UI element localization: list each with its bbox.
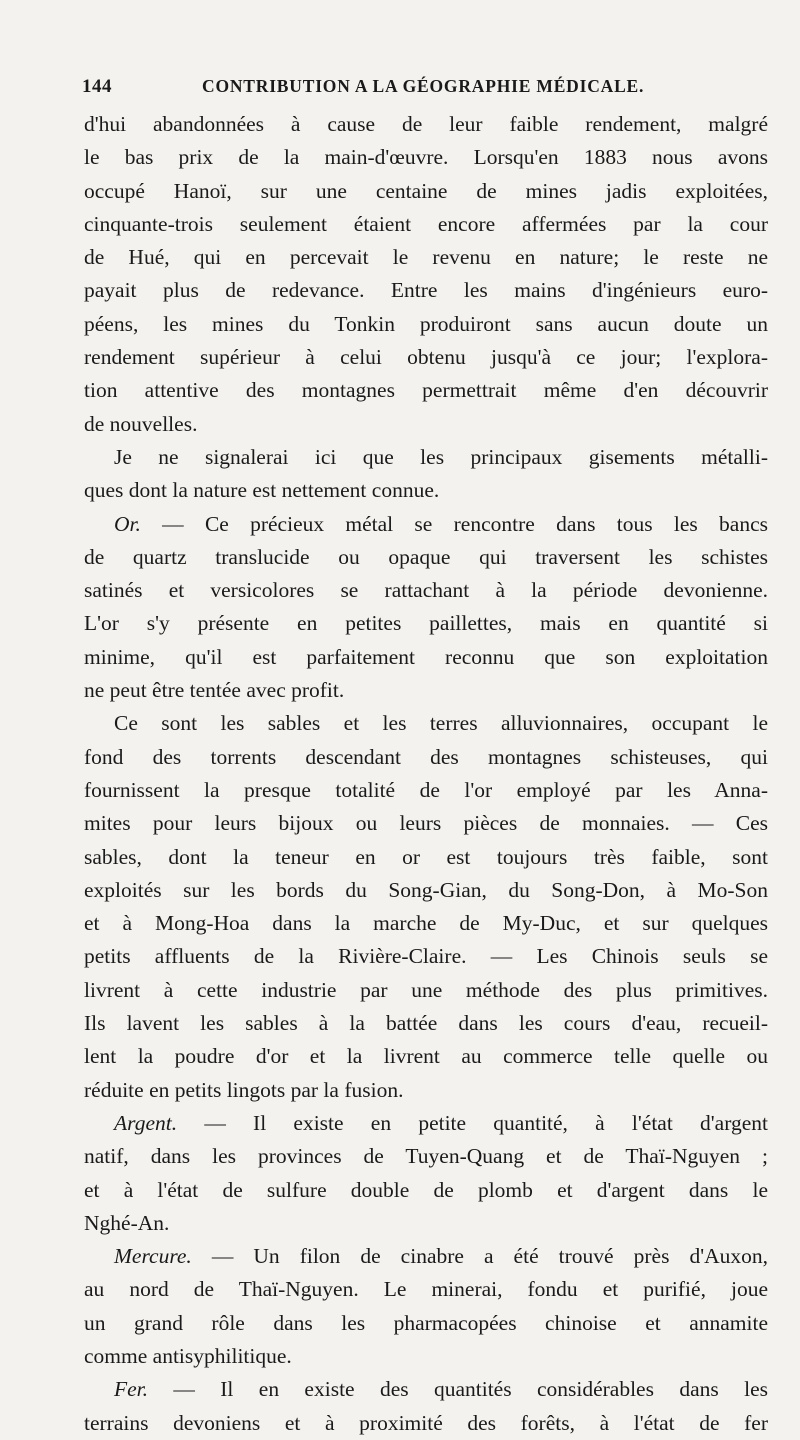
text-line bbox=[84, 1174, 768, 1207]
text-line bbox=[84, 1074, 768, 1107]
line-text: terrains devoniens et à proximité des forêts, à l'état de fer bbox=[84, 1410, 768, 1435]
line-text: comme antisyphilitique. bbox=[84, 1343, 292, 1368]
text-line bbox=[84, 1040, 768, 1073]
text-line bbox=[84, 841, 768, 874]
line-text: de Hué, qui en percevait le revenu en nature; le reste ne bbox=[84, 245, 768, 270]
text-line bbox=[84, 974, 768, 1007]
text-line bbox=[84, 541, 768, 574]
line-text: — Un filon de cinabre a été trouvé près d'Auxon, bbox=[191, 1244, 768, 1269]
line-text: de quartz translucide ou opaque qui traversent les schistes bbox=[84, 544, 768, 569]
text-line bbox=[84, 408, 768, 441]
line-text: L'or s'y présente en petites paillettes, mais en quantité si bbox=[84, 611, 768, 636]
text-line bbox=[84, 1140, 768, 1173]
line-text: fournissent la presque totalité de l'or employé par les Anna- bbox=[84, 777, 768, 802]
text-line bbox=[84, 774, 768, 807]
line-text: natif, dans les provinces de Tuyen-Quang et de Thaï-Nguyen ; bbox=[84, 1144, 768, 1169]
text-line bbox=[84, 374, 768, 407]
text-line bbox=[84, 241, 768, 274]
text-line bbox=[84, 175, 768, 208]
line-text: et à Mong-Hoa dans la marche de My-Duc, et sur quelques bbox=[84, 911, 768, 936]
text-line bbox=[84, 1407, 768, 1440]
text-line bbox=[84, 874, 768, 907]
line-text: le bas prix de la main-d'œuvre. Lorsqu'en 1883 nous avons bbox=[84, 145, 768, 170]
text-line bbox=[84, 1373, 768, 1406]
text-line bbox=[84, 807, 768, 840]
text-line bbox=[84, 308, 768, 341]
line-text: de nouvelles. bbox=[84, 411, 198, 436]
text-line bbox=[84, 1307, 768, 1340]
text-line bbox=[84, 1207, 768, 1240]
line-text: Nghé-An. bbox=[84, 1210, 170, 1235]
line-text: ne peut être tentée avec profit. bbox=[84, 678, 345, 703]
page-header bbox=[82, 76, 760, 102]
line-text: fond des torrents descendant des montagnes schisteuses, qui bbox=[84, 744, 768, 769]
text-line bbox=[84, 607, 768, 640]
line-text: Ils lavent les sables à la battée dans les cours d'eau, recueil- bbox=[84, 1011, 768, 1036]
text-line bbox=[84, 508, 768, 541]
line-text: d'hui abandonnées à cause de leur faible rendement, malgré bbox=[84, 112, 768, 136]
line-text: un grand rôle dans les pharmacopées chinoise et annamite bbox=[84, 1310, 768, 1335]
section-heading: Argent. bbox=[114, 1110, 178, 1135]
line-text: péens, les mines du Tonkin produiront sans aucun doute un bbox=[84, 311, 768, 336]
line-text: au nord de Thaï-Nguyen. Le minerai, fondu et purifié, joue bbox=[84, 1277, 768, 1302]
section-heading: Mercure. bbox=[114, 1244, 192, 1269]
text-line bbox=[84, 341, 768, 374]
text-line bbox=[84, 1273, 768, 1306]
line-text: rendement supérieur à celui obtenu jusqu'à ce jour; l'explora- bbox=[84, 345, 768, 370]
text-line bbox=[84, 441, 768, 474]
line-text: sables, dont la teneur en or est toujours très faible, sont bbox=[84, 844, 768, 869]
section-heading: Fer. bbox=[114, 1377, 149, 1402]
line-text: cinquante-trois seulement étaient encore affermées par la cour bbox=[84, 211, 768, 236]
text-line bbox=[84, 574, 768, 607]
line-text: tion attentive des montagnes permettrait même d'en découvrir bbox=[84, 378, 768, 403]
text-line bbox=[84, 1340, 768, 1373]
text-line bbox=[84, 474, 768, 507]
body-text bbox=[84, 108, 768, 1440]
line-text: Je ne signalerai ici que les principaux gisements métalli- bbox=[114, 444, 768, 469]
text-line bbox=[84, 907, 768, 940]
line-text: satinés et versicolores se rattachant à la période devonienne. bbox=[84, 578, 768, 603]
text-line bbox=[84, 1240, 768, 1273]
text-line bbox=[84, 208, 768, 241]
line-text: — Il existe en petite quantité, à l'état d'argent bbox=[177, 1110, 768, 1135]
text-line bbox=[84, 1107, 768, 1140]
line-text: et à l'état de sulfure double de plomb et d'argent dans le bbox=[84, 1177, 768, 1202]
line-text: — Il en existe des quantités considérables dans les bbox=[148, 1377, 768, 1402]
text-line bbox=[84, 641, 768, 674]
line-text: petits affluents de la Rivière-Claire. — Les Chinois seuls se bbox=[84, 944, 768, 969]
line-text: réduite en petits lingots par la fusion. bbox=[84, 1077, 404, 1102]
text-line bbox=[84, 940, 768, 973]
line-text: exploités sur les bords du Song-Gian, du Song-Don, à Mo-Son bbox=[84, 877, 768, 902]
text-line bbox=[84, 108, 768, 141]
page-number: 144 bbox=[82, 76, 112, 97]
running-title: CONTRIBUTION A LA GÉOGRAPHIE MÉDICALE. bbox=[202, 76, 645, 96]
line-text: — Ce précieux métal se rencontre dans tous les bancs bbox=[140, 511, 768, 536]
line-text: minime, qu'il est parfaitement reconnu que son exploitation bbox=[84, 644, 768, 669]
section-heading: Or. bbox=[114, 511, 141, 536]
text-line bbox=[84, 141, 768, 174]
text-line bbox=[84, 741, 768, 774]
line-text: mites pour leurs bijoux ou leurs pièces de monnaies. — Ces bbox=[84, 811, 768, 836]
line-text: lent la poudre d'or et la livrent au commerce telle quelle ou bbox=[84, 1044, 768, 1069]
text-line bbox=[84, 674, 768, 707]
text-line bbox=[84, 274, 768, 307]
line-text: livrent à cette industrie par une méthode des plus primitives. bbox=[84, 977, 768, 1002]
line-text: occupé Hanoï, sur une centaine de mines jadis exploitées, bbox=[84, 178, 768, 203]
text-line bbox=[84, 1007, 768, 1040]
line-text: ques dont la nature est nettement connue. bbox=[84, 478, 440, 503]
text-line bbox=[84, 707, 768, 740]
line-text: payait plus de redevance. Entre les mains d'ingénieurs euro- bbox=[84, 278, 768, 303]
line-text: Ce sont les sables et les terres alluvionnaires, occupant le bbox=[114, 711, 768, 736]
